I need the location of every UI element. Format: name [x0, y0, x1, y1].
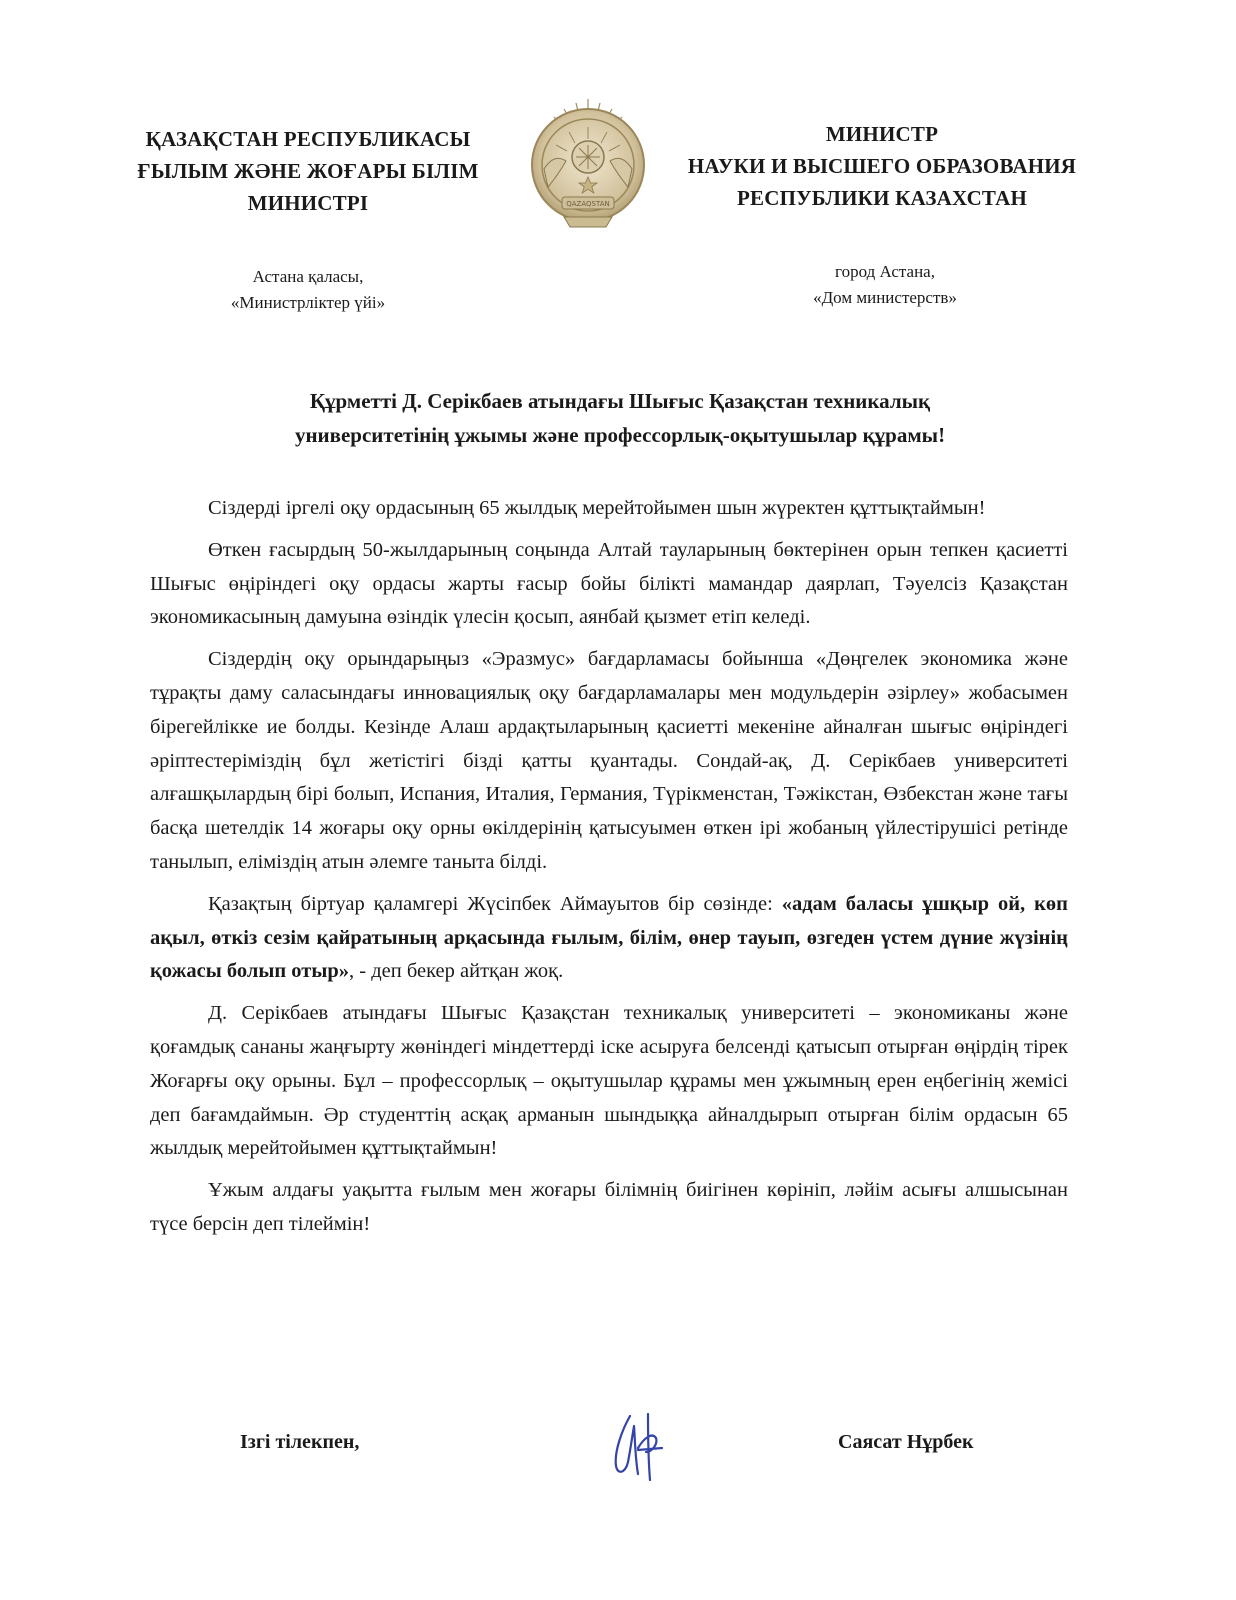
- salutation-line2: университетінің ұжымы және профессорлық-оқытушылар құрамы!: [294, 423, 946, 447]
- header-russian-line1: МИНИСТР: [825, 122, 939, 146]
- closing-greeting: Ізгі тілекпен,: [240, 1431, 360, 1453]
- address-kazakh: [168, 264, 448, 316]
- quote: «адам баласы ұшқыр ой, көп ақыл, өткіз сезім қайратының арқасында ғылым, білім, өнер тауып, өзгеден үстем дүние жүзінің қожасы болып отыр»: [150, 892, 1068, 983]
- paragraph-1: Сіздерді іргелі оқу ордасының 65 жылдық мерейтойымен шын жүректен құттықтаймын!: [208, 497, 986, 519]
- address-kazakh-line2: «Министрліктер үйі»: [230, 293, 386, 312]
- salutation-line1: Құрметті Д. Серікбаев атындағы Шығыс Қазақстан техникалық: [309, 389, 931, 413]
- address-russian-line2: «Дом министерств»: [813, 288, 957, 307]
- paragraph-6: Ұжым алдағы уақытта ғылым мен жоғары білімнің биігінен көрініп, ләйім асығы алшысынан түсе берсін деп тілеймін!: [150, 1179, 1068, 1235]
- paragraph-2: Өткен ғасырдың 50-жылдарының соңында Алтай тауларының бөктерінен орын тепкен қасиетті Шығыс өңіріндегі оқу ордасы жарты ғасыр бойы білікті мамандар даярлап, Тәуелсіз Қазақстан экономикасының дамуына өзіндік үлесін қосып, аянбай қызмет етіп келеді.: [150, 538, 1068, 629]
- paragraph-4-ending: , - деп бекер айтқан жоқ.: [349, 960, 564, 983]
- salutation: [150, 384, 1090, 452]
- paragraph-3: Сіздердің оқу орындарыңыз «Эразмус» бағдарламасы бойынша «Дөңгелек экономика және тұрақты даму саласындағы инновациялық оқу бағдарламалары мен модульдерін әзірлеу» жобасымен бірегейлікке ие болды. Кезінде Алаш ардақтыларының қасиетті мекеніне айналған шығыс өңіріндегі әріптестеріміздің бұл жетістігі бізді қатты қуантады. Сондай-ақ, Д. Серікбаев университеті алғашқылардың бірі болып, Испания, Италия, Германия, Түрікменстан, Тәжікстан, Өзбекстан және тағы басқа шетелдік 14 жоғары оқу орны өкілдерінің қатысуымен өткен ірі жобаның үйлестірушісі ретінде танылып, еліміздің атын әлемге таныта білді.: [150, 648, 1068, 873]
- header-kazakh-line2: ҒЫЛЫМ ЖӘНЕ ЖОҒАРЫ БІЛІМ: [137, 159, 479, 183]
- paragraph-4-intro: Қазақтың біртуар қаламгері Жүсіпбек Аймауытов бір сөзінде:: [208, 892, 782, 915]
- paragraph-5: Д. Серікбаев атындағы Шығыс Қазақстан техникалық университеті – экономиканы және қоғамдық сананы жаңғырту жөніндегі міндеттерді іске асыруға белсенді қатысып отырған өңірдің тірек Жоғарғы оқу орыны. Бұл – профессорлық – оқытушылар құрамы мен ұжымның ерен еңбегінің жемісі деп бағамдаймын. Әр студенттің асқақ арманын шындыққа айналдырып отырған білім ордасын 65 жылдық мерейтойымен құттықтаймын!: [150, 1002, 1068, 1160]
- header-kazakh-line1: ҚАЗАҚСТАН РЕСПУБЛИКАСЫ: [145, 127, 471, 151]
- letter-body: [150, 492, 1068, 1242]
- address-russian: [745, 259, 1025, 311]
- address-russian-line1: город Астана,: [835, 262, 935, 281]
- state-emblem-icon: [524, 95, 652, 235]
- header-russian-line3: РЕСПУБЛИКИ КАЗАХСТАН: [736, 186, 1027, 210]
- header-kazakh: [118, 123, 498, 219]
- address-kazakh-line1: Астана қаласы,: [252, 267, 364, 286]
- svg-text:QAZAQSTAN: QAZAQSTAN: [566, 200, 610, 208]
- header-russian: [672, 118, 1092, 214]
- paragraph-4: [150, 888, 1068, 989]
- signer-name: Саясат Нұрбек: [838, 1431, 974, 1453]
- header-kazakh-line3: МИНИСТРІ: [247, 191, 369, 215]
- handwritten-signature-icon: [608, 1408, 672, 1484]
- header-russian-line2: НАУКИ И ВЫСШЕГО ОБРАЗОВАНИЯ: [687, 154, 1077, 178]
